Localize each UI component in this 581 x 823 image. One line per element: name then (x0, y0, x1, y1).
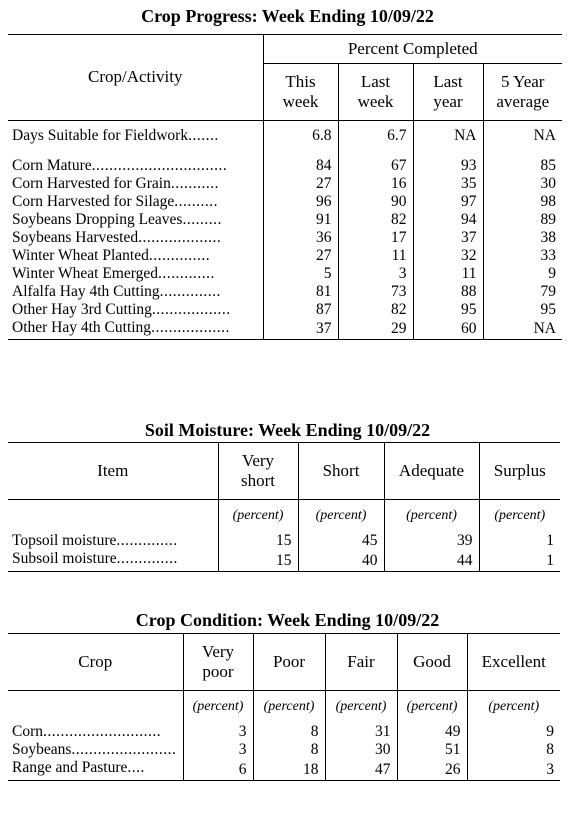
cell-value: 6.7 (338, 121, 413, 146)
cell-value: 8 (253, 741, 325, 759)
col-header-very-short: Very short (218, 443, 298, 500)
cell-value: 3 (467, 759, 560, 781)
table-row (8, 301, 562, 319)
unit-label: (percent) (325, 691, 397, 724)
row-label: Corn Mature............................... (12, 157, 228, 174)
col-header-this-week: This week (263, 64, 338, 121)
row-label: Corn Harvested for Silage.......... (12, 193, 219, 210)
cell-value: 95 (413, 301, 483, 319)
cell-value: 29 (338, 319, 413, 340)
table-row (8, 759, 560, 781)
cell-value: 87 (263, 301, 338, 319)
cell-value: 67 (338, 157, 413, 175)
col-header-very-poor: Very poor (183, 634, 253, 691)
cell-value: 36 (263, 229, 338, 247)
cell-value: 82 (338, 211, 413, 229)
table-row (8, 175, 562, 193)
crop-progress-header-row-1 (8, 35, 562, 64)
cell-value: 9 (467, 723, 560, 741)
table-row (8, 211, 562, 229)
cell-value: 60 (413, 319, 483, 340)
unit-label: (percent) (479, 500, 560, 533)
cell-value: 18 (253, 759, 325, 781)
unit-label: (percent) (218, 500, 298, 533)
crop-progress-table (8, 34, 562, 340)
cell-value: 44 (384, 550, 479, 572)
unit-row (8, 691, 560, 724)
crop-progress-title: Crop Progress: Week Ending 10/09/22 (141, 6, 434, 26)
row-label: Corn........................... (12, 723, 162, 740)
cell-value: 6 (183, 759, 253, 781)
cell-value: 35 (413, 175, 483, 193)
cell-value: 73 (338, 283, 413, 301)
cell-value: 79 (483, 283, 562, 301)
table-row (8, 229, 562, 247)
cell-value: 37 (413, 229, 483, 247)
cell-value: 26 (397, 759, 467, 781)
col-header-short: Short (298, 443, 384, 500)
cell-value: 15 (218, 550, 298, 572)
row-label: Topsoil moisture.............. (12, 532, 178, 549)
item-header: Item (97, 461, 129, 480)
col-header-last-year: Last year (413, 64, 483, 121)
row-label: Alfalfa Hay 4th Cutting.............. (12, 283, 221, 300)
table-row (8, 723, 560, 741)
table-row (8, 741, 560, 759)
row-label: Other Hay 4th Cutting.................. (12, 319, 230, 336)
cell-value: 94 (413, 211, 483, 229)
cell-value: 31 (325, 723, 397, 741)
table-row (8, 247, 562, 265)
cell-value: 27 (263, 175, 338, 193)
cell-value: 95 (483, 301, 562, 319)
cell-value: 97 (413, 193, 483, 211)
row-label: Winter Wheat Emerged............. (12, 265, 215, 282)
unit-label: (percent) (253, 691, 325, 724)
row-label: Subsoil moisture.............. (12, 550, 178, 567)
spacer-row (8, 145, 562, 157)
cell-value: 5 (263, 265, 338, 283)
cell-value: 98 (483, 193, 562, 211)
cell-value: 38 (483, 229, 562, 247)
cell-value: 33 (483, 247, 562, 265)
cell-value: 15 (218, 532, 298, 550)
row-label: Winter Wheat Planted.............. (12, 247, 211, 264)
cell-value: 6.8 (263, 121, 338, 146)
cell-value: 17 (338, 229, 413, 247)
cell-value: 8 (467, 741, 560, 759)
col-header-adequate: Adequate (384, 443, 479, 500)
cell-value: 11 (338, 247, 413, 265)
col-header-surplus: Surplus (479, 443, 560, 500)
row-label: Soybeans Dropping Leaves......... (12, 211, 222, 228)
cell-value: 40 (298, 550, 384, 572)
table-row (8, 532, 560, 550)
row-label: Days Suitable for Fieldwork....... (12, 127, 219, 144)
row-label: Range and Pasture.... (12, 759, 145, 776)
crop-progress-body (8, 157, 562, 340)
cell-value: 32 (413, 247, 483, 265)
soil-moisture-title: Soil Moisture: Week Ending 10/09/22 (144, 420, 431, 440)
unit-row (8, 500, 560, 533)
cell-value: 1 (479, 550, 560, 572)
cell-value: 85 (483, 157, 562, 175)
cell-value: 3 (183, 723, 253, 741)
cell-value: 8 (253, 723, 325, 741)
cell-value: 49 (397, 723, 467, 741)
col-header-excellent: Excellent (467, 634, 560, 691)
cell-value: 84 (263, 157, 338, 175)
table-row (8, 121, 562, 146)
table-row (8, 265, 562, 283)
crop-condition-table (8, 633, 560, 781)
unit-label: (percent) (384, 500, 479, 533)
cell-value: NA (413, 121, 483, 146)
unit-label: (percent) (183, 691, 253, 724)
cell-value: 11 (413, 265, 483, 283)
crop-activity-header: Crop/Activity (8, 35, 263, 121)
cell-value: 89 (483, 211, 562, 229)
table-row (8, 319, 562, 340)
cell-value: 37 (263, 319, 338, 340)
col-header-good: Good (397, 634, 467, 691)
row-label: Other Hay 3rd Cutting.................. (12, 301, 231, 318)
unit-label: (percent) (397, 691, 467, 724)
cell-value: 3 (183, 741, 253, 759)
cell-value: 96 (263, 193, 338, 211)
row-label: Corn Harvested for Grain........... (12, 175, 219, 192)
col-header-fair: Fair (325, 634, 397, 691)
table-row (8, 157, 562, 175)
cell-value: 93 (413, 157, 483, 175)
soil-moisture-table (8, 442, 560, 572)
cell-value: 90 (338, 193, 413, 211)
crop-condition-header-row (8, 634, 560, 691)
row-label: Soybeans Harvested................... (12, 229, 222, 246)
cell-value: 88 (413, 283, 483, 301)
cell-value: 9 (483, 265, 562, 283)
cell-value: 39 (384, 532, 479, 550)
cell-value: 81 (263, 283, 338, 301)
col-header-5-year-average: 5 Year average (483, 64, 562, 121)
cell-value: 91 (263, 211, 338, 229)
col-header-poor: Poor (253, 634, 325, 691)
cell-value: 3 (338, 265, 413, 283)
cell-value: 1 (479, 532, 560, 550)
soil-moisture-header-row (8, 443, 560, 500)
cell-value: 16 (338, 175, 413, 193)
cell-value: 27 (263, 247, 338, 265)
unit-label: (percent) (298, 500, 384, 533)
cell-value: 30 (325, 741, 397, 759)
cell-value: 82 (338, 301, 413, 319)
cell-value: NA (483, 121, 562, 146)
table-row (8, 283, 562, 301)
percent-completed-header: Percent Completed (263, 35, 562, 64)
crop-condition-title: Crop Condition: Week Ending 10/09/22 (135, 610, 440, 630)
cell-value: 51 (397, 741, 467, 759)
row-label: Soybeans........................ (12, 741, 177, 758)
cell-value: NA (483, 319, 562, 340)
cell-value: 47 (325, 759, 397, 781)
cell-value: 30 (483, 175, 562, 193)
table-row (8, 193, 562, 211)
col-header-last-week: Last week (338, 64, 413, 121)
cell-value: 45 (298, 532, 384, 550)
unit-label: (percent) (467, 691, 560, 724)
table-row (8, 550, 560, 572)
crop-header: Crop (78, 652, 113, 671)
